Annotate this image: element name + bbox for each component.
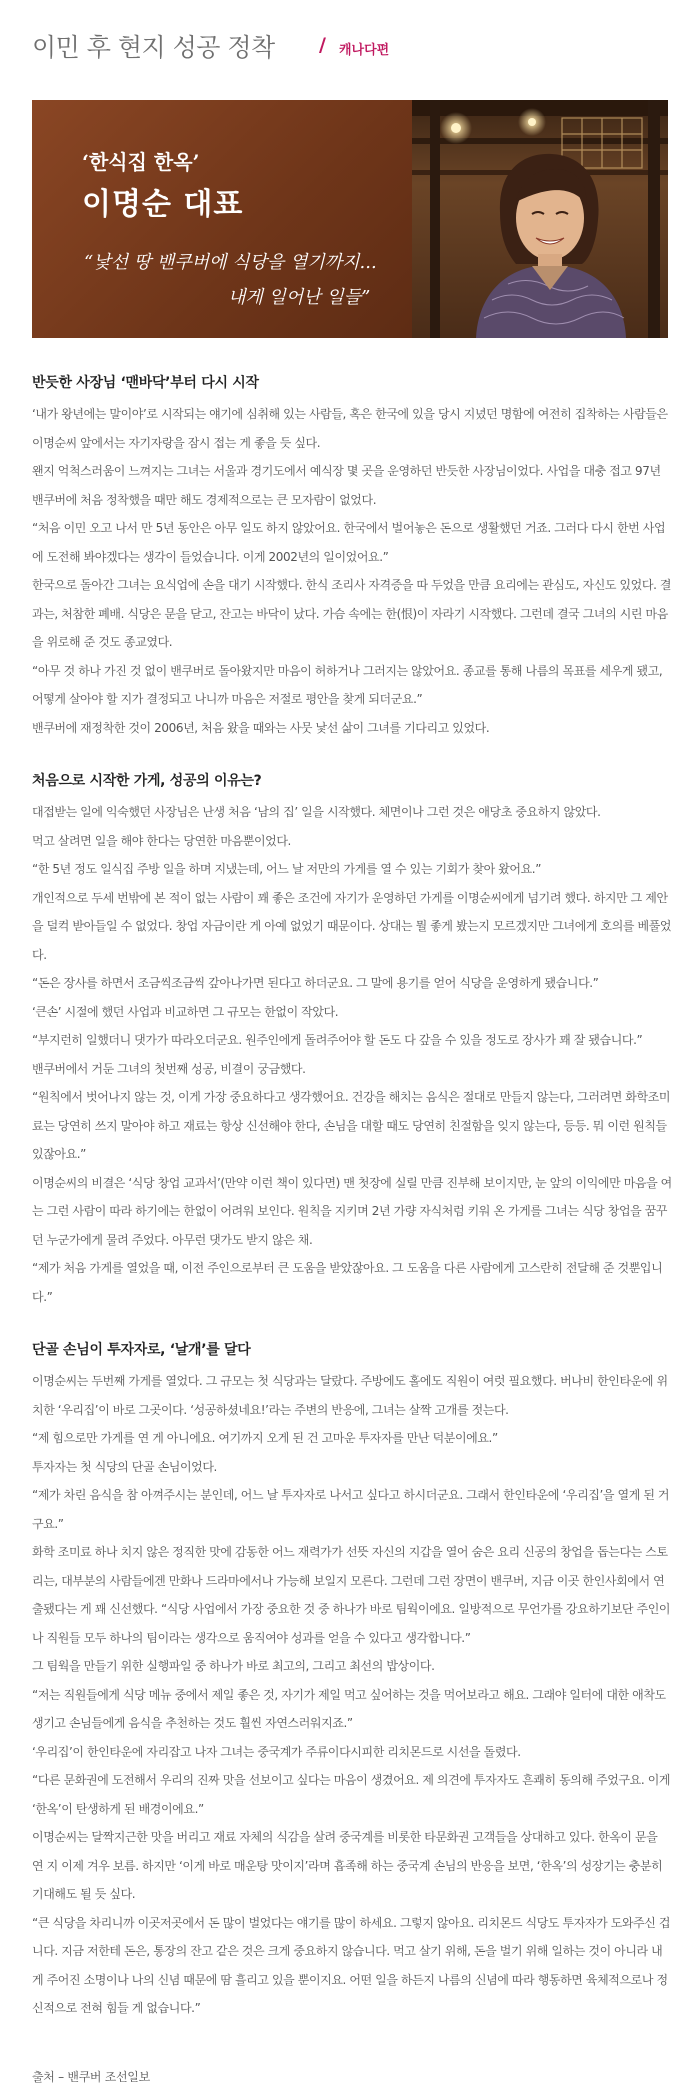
paragraph: 그 팀웍을 만들기 위한 실행파일 중 하나가 바로 최고의, 그리고 최선의 밥상이다.: [32, 1659, 435, 1673]
paragraph: ‘우리집’이 한인타운에 자리잡고 나자 그녀는 중국계가 주류이다시피한 리치몬드로 시선을 돌렸다.: [32, 1744, 521, 1759]
paragraph: “큰 식당을 차리니까 이곳저곳에서 돈 많이 벌었다는 얘기를 많이 하세요. 그렇지 않아요. 리치몬드 식당도 투자자가 도와주신 겁니다. 지금 저한테 돈은, 통장의 잔고 같은 것은 크게 중요하지 않습니다. 먹고 살기 위해, 돈을 벌기 위해 일하는 것이 아니라 내게 주어진 소명이나 나의 신념 때문에 땀 흘리고 있을 뿐이지요. 어떤 일을 하든지 나름의 신념에 따라 행동하면 육체적으로나 정신적으로 전혀 힘들 게 없습니다.”: [32, 1915, 671, 2015]
paragraph: 밴쿠버에 재정착한 것이 2006년, 처음 왔을 때와는 사뭇 낯선 삶이 그녀를 기다리고 있었다.: [32, 720, 490, 735]
paragraph: “제가 처음 가게를 열었을 때, 이전 주인으로부터 큰 도움을 받았잖아요. 그 도움을 다른 사람에게 고스란히 전달해 준 것뿐입니다.”: [32, 1261, 663, 1304]
banner-quote-line2: 내게 일어난 일들”: [228, 287, 371, 308]
section-2: [32, 770, 672, 1311]
paragraph: 왠지 억척스러움이 느껴지는 그녀는 서울과 경기도에서 예식장 몇 곳을 운영하던 반듯한 사장님이었다. 사업을 대충 접고 97년 밴쿠버에 처음 정착했을 때만 해도 경제적으로는 큰 모자람이 없었다.: [32, 464, 661, 507]
banner-quote-line1: “낯선 땅 밴쿠버에 식당을 열기까지...: [84, 252, 377, 273]
paragraph: ‘내가 왕년에는 말이야’로 시작되는 얘기에 심취해 있는 사람들, 혹은 한국에 있을 당시 지녔던 명함에 여전히 집착하는 사람들은 이명순씨 앞에서는 자기자랑을 잠시 접는 게 좋을 듯 싶다.: [32, 407, 668, 450]
section-3: [32, 1339, 672, 2023]
title-separator: /: [319, 34, 326, 56]
banner-person-name: 이명순 대표: [82, 187, 244, 222]
paragraph: “제가 차린 음식을 참 아껴주시는 분인데, 어느 날 투자자로 나서고 싶다고 하시더군요. 그래서 한인타운에 ‘우리집’을 열게 된 거구요.”: [32, 1488, 670, 1531]
paragraph: 화학 조미료 하나 치지 않은 정직한 맛에 감동한 어느 재력가가 선뜻 자신의 지갑을 열어 숨은 요리 신공의 창업을 돕는다는 스토리는, 대부분의 사람들에겐 만화나 드라마에서나 가능해 보일지 모른다. 그런데 그런 장면이 밴쿠버, 지금 이곳 한인사회에서 연출됐다는 게 꽤 신선했다. “식당 사업에서 가장 중요한 것 중 하나가 바로 팀웍이에요. 일방적으로 무언가를 강요하기보단 주인이나 직원들 모두 하나의 팀이라는 생각으로 움직여야 성과를 얻을 수 있다고 생각합니다.”: [32, 1545, 671, 1645]
section-title: 처음으로 시작한 가게, 성공의 이유는?: [32, 773, 262, 789]
paragraph: “아무 것 하나 가진 것 없이 밴쿠버로 돌아왔지만 마음이 허하거나 그러지는 않았어요. 종교를 통해 나름의 목표를 세우게 됐고, 어떻게 살아야 할 지가 결정되고 나니까 마음은 저절로 평안을 찾게 되더군요.”: [32, 663, 663, 706]
section-1: [32, 372, 672, 742]
paragraph: “제 힘으로만 가게를 연 게 아니에요. 여기까지 오게 된 건 고마운 투자자를 만난 덕분이에요.”: [32, 1431, 498, 1445]
paragraph: 한국으로 돌아간 그녀는 요식업에 손을 대기 시작했다. 한식 조리사 자격증을 따 두었을 만큼 요리에는 관심도, 자신도 있었다. 결과는, 처참한 폐배. 식당은 문을 닫고, 잔고는 바닥이 났다. 가슴 속에는 한(恨)이 자라기 시작했다. 그런데 결국 그녀의 시린 마음을 위로해 준 것도 종교였다.: [32, 578, 672, 649]
paragraph: “부지런히 일했더니 댓가가 따라오더군요. 원주인에게 돌려주어야 할 돈도 다 갚을 수 있을 정도로 장사가 꽤 잘 됐습니다.”: [32, 1033, 643, 1047]
paragraph: “돈은 장사를 하면서 조금씩조금씩 갚아나가면 된다고 하더군요. 그 말에 용기를 얻어 식당을 운영하게 됐습니다.”: [32, 976, 599, 990]
paragraph: 이명순씨의 비결은 ‘식당 창업 교과서’(만약 이런 책이 있다면) 맨 첫장에 실릴 만큼 진부해 보이지만, 눈 앞의 이익에만 마음을 여는 그런 사람이 따라 하기에는 한없이 어려워 보인다. 원칙을 지키며 2년 가량 자식처럼 키워 온 가게를 그녀는 식당 창업을 꿈꾸던 누군가에게 물려 주었다. 아무런 댓가도 받지 않은 채.: [32, 1175, 672, 1247]
paragraph: 투자자는 첫 식당의 단골 손님이었다.: [32, 1459, 217, 1474]
paragraph: 먹고 살려면 일을 해야 한다는 당연한 마음뿐이었다.: [32, 833, 291, 848]
paragraph: “한 5년 정도 일식집 주방 일을 하며 지냈는데, 어느 날 저만의 가게를 열 수 있는 기회가 찾아 왔어요.”: [32, 862, 542, 876]
paragraph: 개인적으로 두세 번밖에 본 적이 없는 사람이 꽤 좋은 조건에 자기가 운영하던 가게를 이명순씨에게 넘기려 했다. 하지만 그 제안을 덜컥 받아들일 수 없었다. 창업 자금이란 게 아예 없었기 때문이다. 상대는 뭘 좋게 봤는지 모르겠지만 그녀에게 호의를 베풀었다.: [32, 890, 672, 962]
banner-restaurant-name: ‘한식집 한옥’: [82, 150, 200, 174]
paragraph: “저는 직원들에게 식당 메뉴 중에서 제일 좋은 것, 자기가 제일 먹고 싶어하는 것을 먹어보라고 해요. 그래야 일터에 대한 애착도 생기고 손님들에게 음식을 추천하는 것도 훨씬 자연스러워지죠.”: [32, 1687, 666, 1730]
article-body: [32, 372, 672, 2085]
page-subtitle: 캐나다편: [339, 43, 390, 58]
paragraph: 이명순씨는 달짝지근한 맛을 버리고 재료 자체의 식감을 살려 중국계를 비롯한 타문화권 고객들을 상대하고 있다. 한옥이 문을 연 지 이제 겨우 보름. 하지만 ‘이게 바로 매운탕 맛이지’라며 흡족해 하는 중국계 손님의 반응을 보면, ‘한옥’의 성장기는 충분히 기대해도 될 듯 싶다.: [32, 1830, 663, 1901]
paragraph: “원칙에서 벗어나지 않는 것, 이게 가장 중요하다고 생각했어요. 건강을 해치는 음식은 절대로 만들지 않는다, 그러려면 화학조미료는 당연히 쓰지 말아야 하고 재료는 항상 신선해야 한다, 손님을 대할 때도 당연히 친절함을 잊지 않는다, 등등. 뭐 이런 원칙들 있잖아요.”: [32, 1090, 671, 1161]
page-header: [32, 22, 672, 66]
paragraph: “처음 이민 오고 나서 만 5년 동안은 아무 일도 하지 않았어요. 한국에서 벌어놓은 돈으로 생활했던 거죠. 그러다 다시 한번 사업에 도전해 봐야겠다는 생각이 들었습니다. 이게 2002년의 일이었어요.”: [32, 521, 666, 564]
paragraph: 대접받는 일에 익숙했던 사장님은 난생 처음 ‘남의 집’ 일을 시작했다. 체면이나 그런 것은 애당초 중요하지 않았다.: [32, 805, 601, 819]
source-credit: 출처 – 밴쿠버 조선일보: [32, 2069, 150, 2084]
banner-text-panel: [32, 100, 412, 338]
section-title: 반듯한 사장님 ‘맨바닥’부터 다시 시작: [32, 375, 259, 391]
portrait-photo: [412, 100, 668, 338]
paragraph: “다른 문화권에 도전해서 우리의 진짜 맛을 선보이고 싶다는 마음이 생겼어요. 제 의견에 투자자도 흔쾌히 동의해 주었구요. 이게 ‘한옥’이 탄생하게 된 배경이에요.”: [32, 1773, 671, 1816]
page-title: 이민 후 현지 성공 정착: [32, 33, 275, 62]
hero-banner: [32, 100, 668, 338]
paragraph: 이명순씨는 두번째 가게를 열었다. 그 규모는 첫 식당과는 달랐다. 주방에도 홀에도 직원이 여럿 필요했다. 버나비 한인타운에 위치한 ‘우리집’이 바로 그곳이다. ‘성공하셨네요!’라는 주변의 반응에, 그녀는 살짝 고개를 젓는다.: [32, 1374, 668, 1417]
section-title: 단골 손님이 투자자로, ‘날개’를 달다: [32, 1342, 251, 1358]
paragraph: 밴쿠버에서 거둔 그녀의 첫번째 성공, 비결이 궁금했다.: [32, 1061, 306, 1076]
paragraph: ‘큰손’ 시절에 했던 사업과 비교하면 그 규모는 한없이 작았다.: [32, 1004, 339, 1019]
